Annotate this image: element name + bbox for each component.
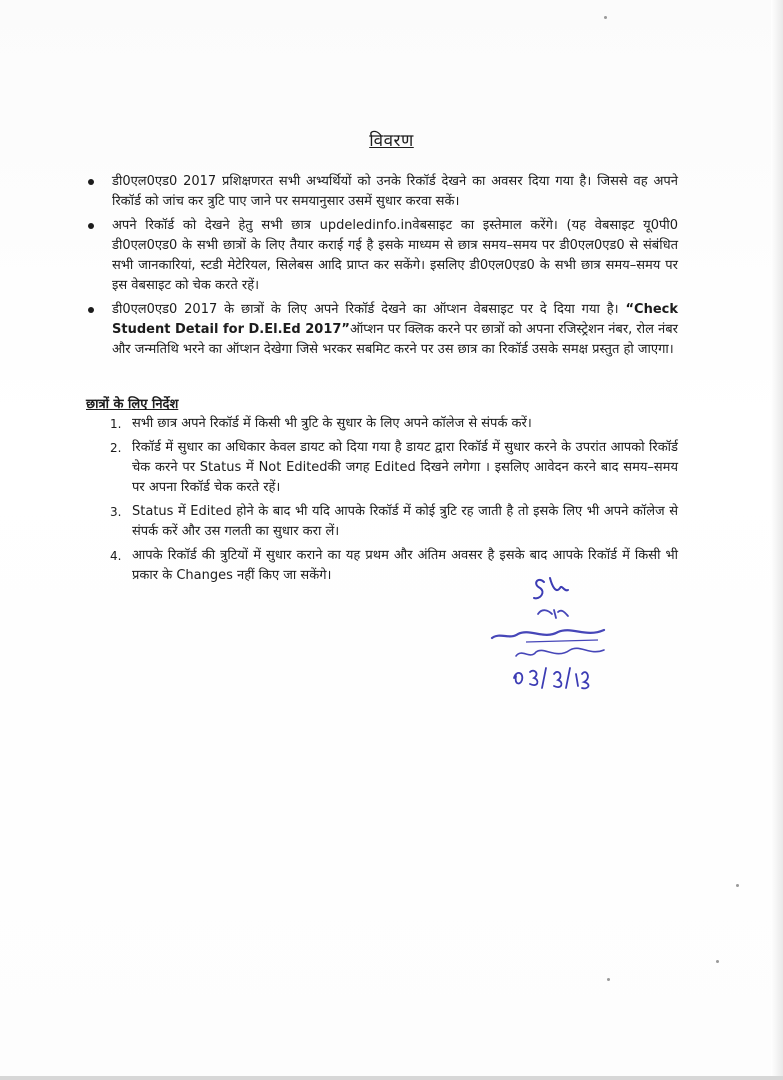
bullet-text: अपने रिकॉर्ड को देखने हेतु सभी छात्र updeledinfo.inवेबसाइट का इस्तेमाल करेंगे। (यह वेबसाइट यू0पी0 डी0एल0एड0 के सभी छात्रों के लिए तैयार कराई गई है इसके माध्यम से छात्र समय–समय पर डी0एल0एड0 से संबंधित सभी जानकारियां, स्टडी मेटेरियल, सिलेबस आदि प्राप्त कर सकेंगे। इसलिए डी0एल0एड0 के सभी छात्र समय–समय पर इस वेबसाइट को चेक करते रहें। xyxy=(112,218,678,293)
instruction-text: रिकॉर्ड में सुधार का अधिकार केवल डायट को दिया गया है डायट द्वारा रिकॉर्ड में सुधार करने के उपरांत आपको रिकॉर्ड चेक करने पर Status में Not Editedकी जगह Edited दिखने लगेगा । इसलिए आवेदन करने बाद समय–समय पर अपना रिकॉर्ड चेक करते रहें। xyxy=(132,440,678,495)
instruction-number: 1. xyxy=(110,417,122,431)
stamp-line-city xyxy=(516,648,604,656)
bullet-text: डी0एल0एड0 2017 प्रशिक्षणरत सभी अभ्यर्थियों को उनके रिकॉर्ड देखने का अवसर दिया गया है। जिससे वह अपने रिकॉर्ड को जांच कर त्रुटि पाए जाने पर समयानुसार उसमें सुधार करवा सकें। xyxy=(112,174,678,209)
bullet-list xyxy=(86,172,678,364)
signature-initials xyxy=(534,578,568,598)
instruction-number: 3. xyxy=(110,505,122,519)
instruction-number: 2. xyxy=(110,441,122,455)
document-title: विवरण xyxy=(369,131,414,151)
signature-date xyxy=(514,668,588,688)
page-bottom-edge xyxy=(0,1076,783,1080)
instruction-text: सभी छात्र अपने रिकॉर्ड में किसी भी त्रुटि के सुधार के लिए अपने कॉलेज से संपर्क करें। xyxy=(132,416,532,431)
instruction-text: Status में Edited होने के बाद भी यदि आपके रिकॉर्ड में कोई त्रुटि रह जाती है तो इसके लिए भी अपने कॉलेज से संपर्क करें और उस गलती का सुधार करा लें। xyxy=(132,504,678,539)
instructions-heading: छात्रों के लिए निर्देश xyxy=(86,397,179,412)
instruction-item xyxy=(104,502,678,542)
scan-speck xyxy=(716,960,719,963)
stamp-line-title xyxy=(538,610,568,618)
bullet-dot xyxy=(88,179,94,185)
instruction-number: 4. xyxy=(110,549,122,563)
stamp-line-authority xyxy=(492,630,604,638)
instruction-item xyxy=(104,414,678,434)
bullet-item xyxy=(86,300,678,360)
signature-stamp xyxy=(486,570,626,690)
bullet-bold-option: “Check Student Detail for D.El.Ed 2017” xyxy=(112,302,678,337)
instruction-item xyxy=(104,438,678,498)
scan-speck xyxy=(607,978,610,981)
bullet-text: डी0एल0एड0 2017 के छात्रों के लिए अपने रिकॉर्ड देखने का ऑप्शन वेबसाइट पर दे दिया गया है। xyxy=(112,302,619,317)
bullet-item xyxy=(86,216,678,296)
bullet-item xyxy=(86,172,678,212)
bullet-dot xyxy=(88,223,94,229)
scan-speck xyxy=(736,884,739,887)
scan-speck xyxy=(604,16,607,19)
instruction-text: आपके रिकॉर्ड की त्रुटियों में सुधार कराने का यह प्रथम और अंतिम अवसर है इसके बाद आपके रिकॉर्ड में किसी भी प्रकार के Changes नहीं किए जा सकेंगे। xyxy=(132,548,678,583)
bullet-text: ऑप्शन पर क्लिक करने पर छात्रों को अपना रजिस्ट्रेशन नंबर, रोल नंबर और जन्मतिथि भरने का ऑप्शन देखेगा जिसे भरकर सबमिट करने पर उस छात्र का रिकॉर्ड उसके समक्ष प्रस्तुत हो जाएगा। xyxy=(112,322,679,357)
bullet-dot xyxy=(88,307,94,313)
stamp-underline xyxy=(526,640,598,642)
page-edge-shadow xyxy=(771,0,783,1080)
instructions-list xyxy=(104,414,678,590)
